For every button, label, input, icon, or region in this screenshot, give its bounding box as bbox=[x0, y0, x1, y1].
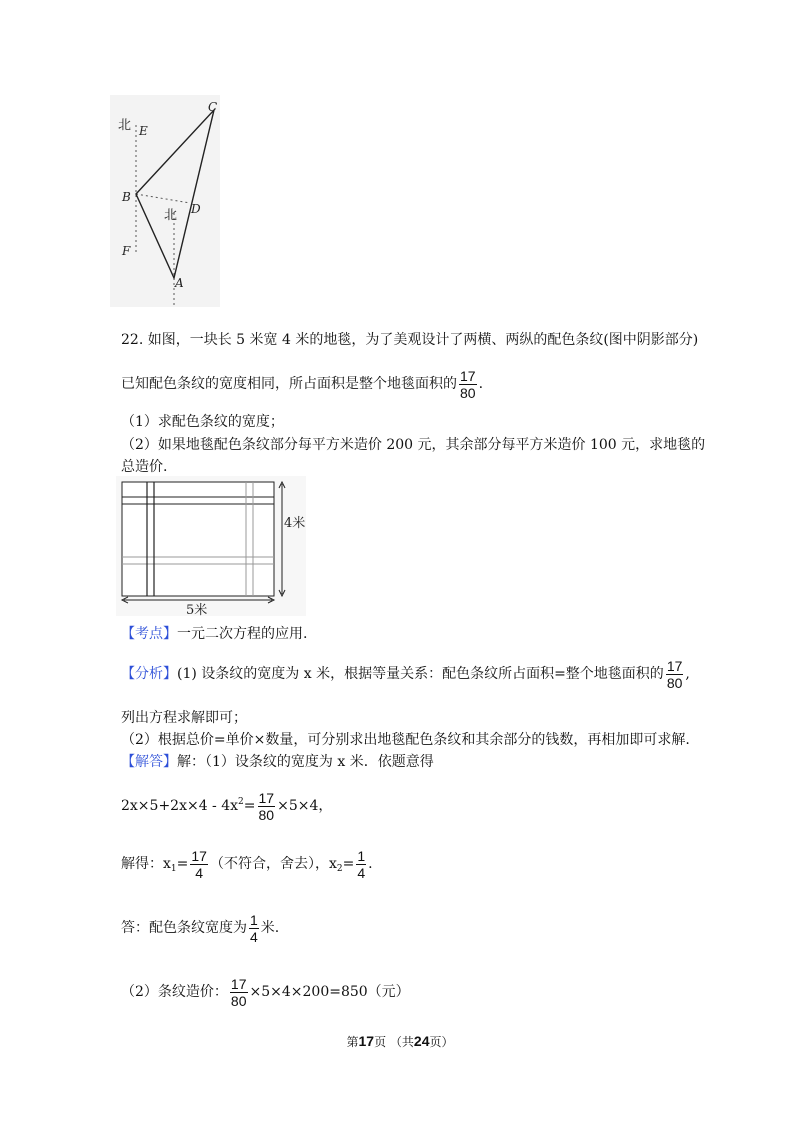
answer-suffix: 米. bbox=[260, 920, 280, 936]
fraction-denominator: 4 bbox=[357, 864, 366, 881]
fraction-denominator: 4 bbox=[250, 928, 258, 945]
comma: , bbox=[685, 666, 690, 682]
subscript-1: 1 bbox=[170, 864, 177, 874]
page-footer bbox=[0, 1033, 800, 1050]
fenxi-line-3: （2）根据总价=单价×数量，可分别求出地毯配色条纹和其余部分的钱数，再相加即可求解. bbox=[121, 732, 690, 748]
fraction-17-80 bbox=[230, 976, 248, 1009]
fraction-17-4 bbox=[190, 848, 208, 881]
equals-sign: = bbox=[176, 856, 189, 872]
question-22-line-2-text: 已知配色条纹的宽度相同，所占面积是整个地毯面积的 bbox=[121, 376, 457, 392]
total-pages: 24 bbox=[413, 1033, 430, 1049]
fraction-numerator: 1 bbox=[357, 847, 366, 864]
carpet-outline bbox=[122, 482, 274, 596]
fraction-17-80 bbox=[666, 658, 684, 691]
geometry-figure bbox=[110, 95, 220, 307]
fraction-denominator: 80 bbox=[258, 806, 275, 823]
label-4m: 4米 bbox=[284, 516, 306, 531]
fraction-numerator: 17 bbox=[460, 367, 476, 384]
carpet-figure bbox=[116, 476, 306, 616]
fenxi-text-1: (1) 设条纹的宽度为 x 米，根据等量关系：配色条纹所占面积=整个地毯面积的 bbox=[177, 666, 664, 682]
question-22-line-2 bbox=[121, 366, 483, 402]
equation-exponent: 2 bbox=[238, 797, 244, 807]
equals-sign: = bbox=[243, 798, 256, 814]
jieda-text: 解：（1）设条纹的宽度为 x 米．依题意得 bbox=[177, 754, 434, 770]
footer-middle: 页 （共 bbox=[374, 1035, 414, 1049]
fraction-17-80 bbox=[459, 368, 477, 401]
kaodian-tag: 【考点】 bbox=[121, 626, 177, 642]
answer-prefix: 答：配色条纹宽度为 bbox=[121, 920, 247, 936]
label-5m: 5米 bbox=[186, 603, 208, 616]
part-2-cost-line bbox=[121, 974, 410, 1010]
current-page-number: 17 bbox=[358, 1033, 375, 1049]
north-label-1: 北 bbox=[118, 118, 132, 133]
fraction-denominator: 80 bbox=[666, 674, 683, 691]
fraction-denominator: 4 bbox=[195, 864, 204, 881]
label-a: A bbox=[175, 276, 184, 290]
label-c: C bbox=[208, 100, 218, 114]
period: . bbox=[478, 376, 484, 392]
equation-line bbox=[121, 784, 332, 824]
question-22-line-1: 22. 如图，一块长 5 米宽 4 米的地毯，为了美观设计了两横、两纵的配色条纹(图中阴影部分) bbox=[121, 332, 699, 348]
fraction-numerator: 17 bbox=[258, 789, 275, 806]
jieda-line bbox=[121, 752, 434, 772]
period: . bbox=[368, 856, 373, 872]
solution-line bbox=[121, 846, 373, 887]
fraction-17-80 bbox=[258, 790, 276, 823]
fraction-numerator: 17 bbox=[230, 975, 247, 992]
fraction-numerator: 17 bbox=[191, 847, 207, 864]
fenxi-line-2: 列出方程求解即可； bbox=[121, 710, 247, 726]
fraction-numerator: 17 bbox=[666, 657, 683, 674]
footer-prefix: 第 bbox=[346, 1035, 359, 1049]
label-d: D bbox=[191, 202, 201, 216]
equation-left: 2x×5+2x×4 - 4x bbox=[121, 798, 239, 814]
label-e: E bbox=[139, 124, 148, 138]
fraction-numerator: 1 bbox=[250, 911, 258, 928]
part-2-prefix: （2）条纹造价： bbox=[121, 984, 228, 1000]
jieda-tag: 【解答】 bbox=[121, 754, 177, 770]
north-label-2: 北 bbox=[164, 208, 178, 223]
fraction-1-4 bbox=[356, 848, 366, 881]
question-22-part-1: （1）求配色条纹的宽度； bbox=[121, 414, 284, 430]
fraction-1-4 bbox=[249, 912, 259, 945]
equation-right: ×5×4， bbox=[277, 798, 333, 814]
part-2-result: ×5×4×200=850（元） bbox=[249, 984, 410, 1000]
answer-line bbox=[121, 910, 279, 946]
question-22-part-2-line-2: 总造价. bbox=[121, 459, 168, 475]
label-f: F bbox=[122, 244, 131, 258]
footer-suffix: 页） bbox=[429, 1035, 454, 1049]
solution-middle: （不符合，舍去），x bbox=[209, 856, 337, 872]
question-22-part-2-line-1: （2）如果地毯配色条纹部分每平方米造价 200 元，其余部分每平方米造价 100 元，求地毯的 bbox=[121, 437, 706, 453]
fenxi-tag: 【分析】 bbox=[121, 666, 177, 682]
fraction-denominator: 80 bbox=[230, 992, 247, 1009]
solution-prefix: 解得：x bbox=[121, 856, 171, 872]
fenxi-line-1 bbox=[121, 656, 690, 692]
kaodian-line bbox=[121, 624, 307, 644]
label-b: B bbox=[122, 190, 131, 204]
subscript-2: 2 bbox=[336, 864, 343, 874]
fraction-denominator: 80 bbox=[460, 384, 476, 401]
equals-sign: = bbox=[342, 856, 355, 872]
kaodian-text: 一元二次方程的应用. bbox=[177, 626, 308, 642]
